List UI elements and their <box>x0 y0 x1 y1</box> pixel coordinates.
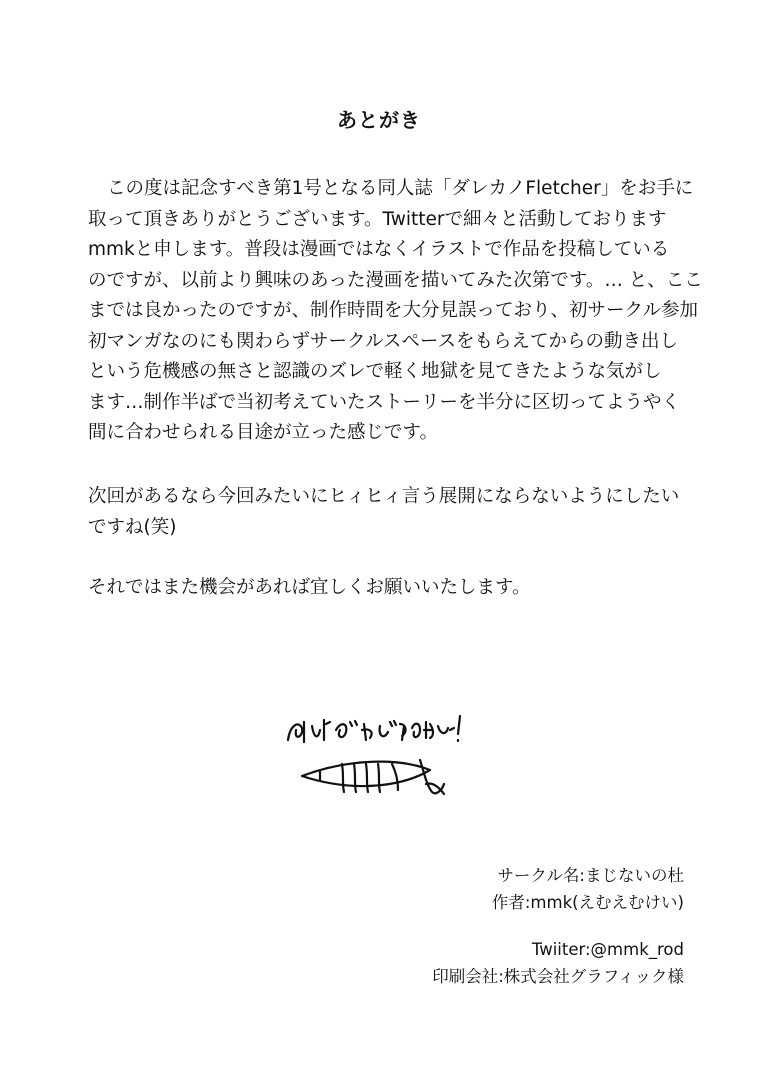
text-line: mmkと申します。普段は漫画ではなくイラストで作品を投稿している <box>88 239 670 260</box>
credits-circle-author <box>492 862 684 916</box>
text-line: ですね(笑) <box>88 516 177 538</box>
text-line: それではまた機会があれば宜しくお願いいたします。 <box>88 577 531 598</box>
author-name: 作者:mmk(えむえむけい) <box>491 893 684 912</box>
printer-name: 印刷会社:株式会社グラフィック様 <box>432 967 684 986</box>
page-title: あとがき <box>337 108 421 132</box>
paragraph-2 <box>88 482 680 543</box>
text-line: 間に合わせられる目途が立った感じです。 <box>88 422 439 443</box>
circle-name: サークル名:まじないの杜 <box>497 866 684 885</box>
text-line: という危機感の無さと認識のズレで軽く地獄を見てきたような気がし <box>88 361 662 382</box>
text-line: までは良かったのですが、制作時間を大分見誤っており、初サークル参加 <box>88 300 698 321</box>
text-line: 次回があるなら今回みたいにヒィヒィ言う展開にならないようにしたい <box>88 486 680 507</box>
text-line: この度は記念すべき第1号となる同人誌「ダレカノFletcher」をお手に <box>107 178 694 199</box>
twitter-handle: Twiiter:@mmk_rod <box>531 940 684 959</box>
handwritten-signature <box>280 700 480 810</box>
credits-contact-printer <box>432 936 684 990</box>
text-line: 取って頂きありがとうございます。Twitterで細々と活動しております <box>88 208 667 230</box>
text-line: 初マンガなのにも関わらずサークルスペースをもらえてからの動き出し <box>88 330 678 352</box>
paragraph-3 <box>88 573 673 604</box>
text-line: ます…制作半ばで当初考えていたストーリーを半分に区切ってようやく <box>88 391 681 413</box>
paragraph-1 <box>88 174 703 449</box>
text-line: のですが、以前より興味のあった漫画を描いてみた次第です。… と、ここ <box>88 269 703 291</box>
